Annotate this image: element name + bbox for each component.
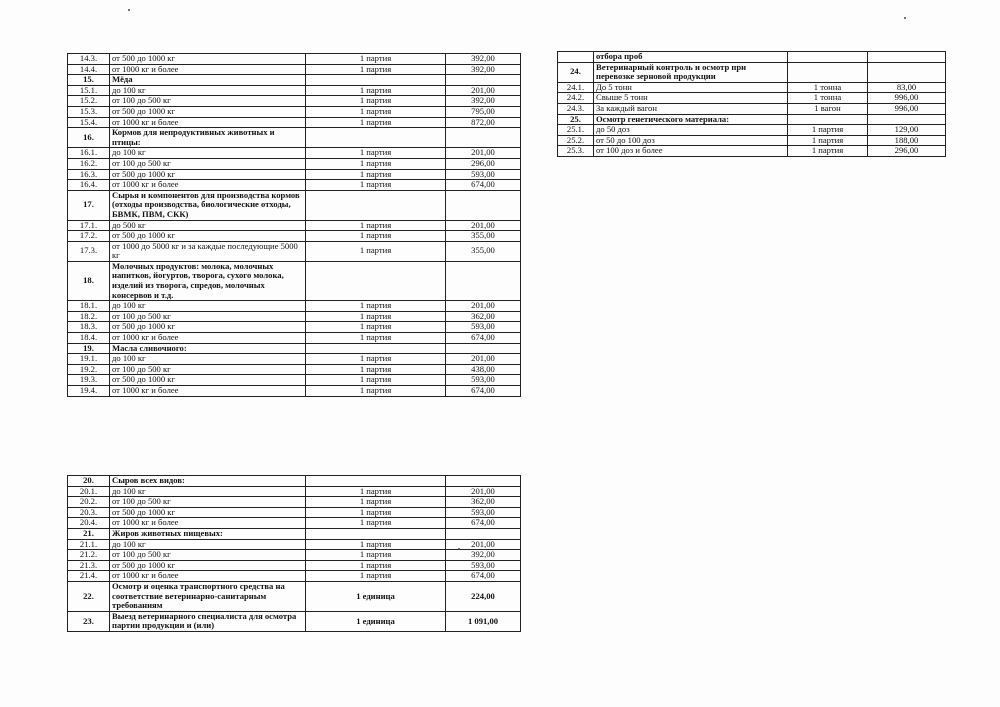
table-row	[68, 148, 521, 159]
table-row	[558, 135, 946, 146]
row-number: 14.4.	[68, 64, 110, 75]
section-row	[68, 128, 521, 148]
row-unit: 1 партия	[788, 146, 868, 157]
row-price: 674,00	[446, 180, 521, 191]
section-title: Сырья и компонентов для производства кормов (отходы производства, биологические отходы, БВМК, ПВМ, СКК)	[110, 190, 306, 220]
section-row	[68, 611, 521, 631]
table-row	[558, 146, 946, 157]
table-row	[68, 322, 521, 333]
row-description: до 100 кг	[110, 539, 306, 550]
row-description: от 500 до 1000 кг	[110, 106, 306, 117]
row-description: от 500 до 1000 кг	[110, 560, 306, 571]
row-price: 1 091,00	[446, 611, 521, 631]
row-price: 872,00	[446, 117, 521, 128]
row-description: до 50 доз	[594, 125, 788, 136]
row-price: 593,00	[446, 560, 521, 571]
price-table-right	[557, 51, 946, 157]
row-number: 17.3.	[68, 241, 110, 261]
row-number: 21.1.	[68, 539, 110, 550]
section-row	[68, 476, 521, 487]
row-unit: 1 партия	[306, 497, 446, 508]
row-description: от 1000 до 5000 кг и за каждые последующие 5000 кг	[110, 241, 306, 261]
section-title: Молочных продуктов: молока, молочных напитков, йогуртов, творога, сухого молока, изделий из творога, спредов, молочных консервов и т.д.	[110, 261, 306, 300]
table-row	[68, 301, 521, 312]
row-description: до 100 кг	[110, 354, 306, 365]
row-unit: 1 партия	[306, 364, 446, 375]
row-price	[446, 261, 521, 300]
row-description: от 100 до 500 кг	[110, 550, 306, 561]
row-number: 19.4.	[68, 386, 110, 397]
row-price: 674,00	[446, 518, 521, 529]
row-unit	[788, 114, 868, 125]
row-price	[868, 52, 946, 63]
row-price	[446, 75, 521, 86]
row-unit: 1 партия	[306, 354, 446, 365]
row-price: 674,00	[446, 333, 521, 344]
row-unit: 1 партия	[306, 85, 446, 96]
row-price: 201,00	[446, 85, 521, 96]
row-number: 24.1.	[558, 82, 594, 93]
row-description: от 500 до 1000 кг	[110, 375, 306, 386]
row-number: 24.2.	[558, 93, 594, 104]
row-unit: 1 партия	[306, 231, 446, 242]
row-description: от 100 до 500 кг	[110, 311, 306, 322]
table-body	[68, 476, 521, 632]
row-number: 16.3.	[68, 169, 110, 180]
row-number: 25.1.	[558, 125, 594, 136]
table-row	[68, 560, 521, 571]
table-row	[68, 54, 521, 65]
table-row	[68, 158, 521, 169]
row-number: 15.2.	[68, 96, 110, 107]
table-row	[68, 571, 521, 582]
row-description: до 100 кг	[110, 148, 306, 159]
section-row	[558, 114, 946, 125]
row-unit: 1 партия	[306, 539, 446, 550]
row-unit: 1 партия	[306, 158, 446, 169]
section-title: Жиров животных пищевых:	[110, 528, 306, 539]
row-price: 593,00	[446, 322, 521, 333]
row-unit: 1 партия	[306, 560, 446, 571]
section-number: 15.	[68, 75, 110, 86]
row-number: 20.4.	[68, 518, 110, 529]
row-price: 438,00	[446, 364, 521, 375]
table-row	[68, 539, 521, 550]
row-number: 15.1.	[68, 85, 110, 96]
row-description: от 500 до 1000 кг	[110, 322, 306, 333]
row-number: 18.2.	[68, 311, 110, 322]
row-description: до 100 кг	[110, 301, 306, 312]
row-price: 201,00	[446, 148, 521, 159]
row-description: от 1000 кг и более	[110, 333, 306, 344]
section-title: Выезд ветеринарного специалиста для осмотра партии продукции и (или)	[110, 611, 306, 631]
row-unit: 1 единица	[306, 611, 446, 631]
row-price: 224,00	[446, 581, 521, 611]
row-unit	[306, 476, 446, 487]
row-unit: 1 единица	[306, 581, 446, 611]
table-row	[68, 518, 521, 529]
row-unit: 1 партия	[306, 550, 446, 561]
section-number: 24.	[558, 62, 594, 82]
row-unit: 1 партия	[306, 311, 446, 322]
row-number: 16.1.	[68, 148, 110, 159]
row-unit: 1 партия	[306, 518, 446, 529]
row-unit: 1 партия	[306, 333, 446, 344]
row-price: 392,00	[446, 54, 521, 65]
row-price: 593,00	[446, 375, 521, 386]
price-table-left-bottom	[67, 475, 521, 632]
section-number: 22.	[68, 581, 110, 611]
row-description: от 1000 кг и более	[110, 64, 306, 75]
table-row	[68, 106, 521, 117]
row-description: от 100 до 500 кг	[110, 497, 306, 508]
scan-speck	[904, 17, 906, 19]
row-description: от 100 доз и более	[594, 146, 788, 157]
row-price: 188,00	[868, 135, 946, 146]
table-row	[68, 231, 521, 242]
row-unit: 1 партия	[306, 220, 446, 231]
row-unit: 1 партия	[306, 64, 446, 75]
row-number: 18.3.	[68, 322, 110, 333]
section-row	[68, 528, 521, 539]
table-row	[68, 117, 521, 128]
row-description: от 500 до 1000 кг	[110, 169, 306, 180]
row-description: до 100 кг	[110, 486, 306, 497]
row-price: 201,00	[446, 301, 521, 312]
row-description: от 1000 кг и более	[110, 518, 306, 529]
row-number: 21.2.	[68, 550, 110, 561]
row-number: 19.1.	[68, 354, 110, 365]
row-description: от 100 до 500 кг	[110, 96, 306, 107]
row-price: 674,00	[446, 571, 521, 582]
table-row	[68, 386, 521, 397]
section-number: 18.	[68, 261, 110, 300]
row-description: За каждый вагон	[594, 103, 788, 114]
row-number: 25.3.	[558, 146, 594, 157]
row-description: до 100 кг	[110, 85, 306, 96]
table-row	[68, 333, 521, 344]
row-number: 19.3.	[68, 375, 110, 386]
section-row	[68, 190, 521, 220]
row-unit	[306, 261, 446, 300]
row-number: 16.2.	[68, 158, 110, 169]
section-row	[68, 261, 521, 300]
row-price	[446, 343, 521, 354]
row-unit: 1 партия	[306, 375, 446, 386]
row-price: 996,00	[868, 93, 946, 104]
table-row	[68, 364, 521, 375]
row-number: 24.3.	[558, 103, 594, 114]
section-number: 16.	[68, 128, 110, 148]
section-number: 25.	[558, 114, 594, 125]
row-unit	[306, 343, 446, 354]
row-price: 355,00	[446, 241, 521, 261]
table-row	[68, 497, 521, 508]
section-title: Масла сливочного:	[110, 343, 306, 354]
table-row	[68, 96, 521, 107]
row-price: 296,00	[446, 158, 521, 169]
table-row	[68, 507, 521, 518]
row-number: 14.3.	[68, 54, 110, 65]
row-price: 201,00	[446, 539, 521, 550]
row-price: 355,00	[446, 231, 521, 242]
row-number: 17.1.	[68, 220, 110, 231]
section-title: Мёда	[110, 75, 306, 86]
row-description: от 100 до 500 кг	[110, 158, 306, 169]
row-number: 18.1.	[68, 301, 110, 312]
row-unit: 1 партия	[306, 96, 446, 107]
row-price: 83,00	[868, 82, 946, 93]
row-unit	[306, 75, 446, 86]
row-number: 20.3.	[68, 507, 110, 518]
section-title: Осмотр и оценка транспортного средства на соответствие ветеринарно-санитарным требованиям	[110, 581, 306, 611]
row-number: 25.2.	[558, 135, 594, 146]
section-title: Кормов для непродуктивных животных и птицы:	[110, 128, 306, 148]
table-row	[68, 169, 521, 180]
row-unit: 1 партия	[306, 301, 446, 312]
row-description: от 100 до 500 кг	[110, 364, 306, 375]
row-description: от 50 до 100 доз	[594, 135, 788, 146]
table-body	[558, 52, 946, 157]
table-row	[68, 375, 521, 386]
row-description: от 1000 кг и более	[110, 117, 306, 128]
table-row	[68, 180, 521, 191]
row-unit: 1 партия	[306, 169, 446, 180]
section-number: 20.	[68, 476, 110, 487]
row-unit: 1 тонна	[788, 82, 868, 93]
row-unit	[788, 52, 868, 63]
row-unit: 1 вагон	[788, 103, 868, 114]
row-description: от 500 до 1000 кг	[110, 54, 306, 65]
row-unit	[788, 62, 868, 82]
section-number: 17.	[68, 190, 110, 220]
row-price: 296,00	[868, 146, 946, 157]
row-unit: 1 партия	[306, 148, 446, 159]
section-title: Осмотр генетического материала:	[594, 114, 788, 125]
row-number: 21.3.	[68, 560, 110, 571]
table-row	[68, 311, 521, 322]
row-price: 996,00	[868, 103, 946, 114]
table-row	[68, 354, 521, 365]
price-table-left-top	[67, 53, 521, 397]
section-row	[558, 62, 946, 82]
row-unit: 1 партия	[306, 241, 446, 261]
row-unit	[306, 128, 446, 148]
row-description: до 500 кг	[110, 220, 306, 231]
row-price: 392,00	[446, 64, 521, 75]
row-unit: 1 тонна	[788, 93, 868, 104]
row-price	[446, 476, 521, 487]
row-price	[868, 114, 946, 125]
row-number: 18.4.	[68, 333, 110, 344]
row-unit: 1 партия	[306, 117, 446, 128]
row-description: Свыше 5 тонн	[594, 93, 788, 104]
row-price: 362,00	[446, 311, 521, 322]
section-row	[68, 75, 521, 86]
row-unit: 1 партия	[788, 125, 868, 136]
row-number: 16.4.	[68, 180, 110, 191]
table-row	[558, 82, 946, 93]
row-unit: 1 партия	[306, 106, 446, 117]
row-description: До 5 тонн	[594, 82, 788, 93]
row-unit: 1 партия	[306, 486, 446, 497]
row-unit: 1 партия	[306, 54, 446, 65]
row-unit: 1 партия	[788, 135, 868, 146]
row-unit	[306, 528, 446, 539]
section-number: 19.	[68, 343, 110, 354]
row-price	[868, 62, 946, 82]
section-row	[558, 52, 946, 63]
section-title: Ветеринарный контроль и осмотр при перевозке зерновой продукции	[594, 62, 788, 82]
row-unit	[306, 190, 446, 220]
scan-speck	[458, 548, 460, 550]
table-row	[68, 241, 521, 261]
row-price: 795,00	[446, 106, 521, 117]
row-description: от 1000 кг и более	[110, 386, 306, 397]
section-title: отбора проб	[594, 52, 788, 63]
section-number: 21.	[68, 528, 110, 539]
row-price	[446, 128, 521, 148]
row-price	[446, 528, 521, 539]
row-number: 19.2.	[68, 364, 110, 375]
table-row	[68, 550, 521, 561]
table-row	[68, 85, 521, 96]
row-number: 21.4.	[68, 571, 110, 582]
row-unit: 1 партия	[306, 180, 446, 191]
row-number: 15.3.	[68, 106, 110, 117]
row-price	[446, 190, 521, 220]
table-row	[68, 64, 521, 75]
section-number: 23.	[68, 611, 110, 631]
row-description: от 1000 кг и более	[110, 571, 306, 582]
table-row	[558, 93, 946, 104]
section-row	[68, 581, 521, 611]
row-unit: 1 партия	[306, 571, 446, 582]
section-title: Сыров всех видов:	[110, 476, 306, 487]
row-price: 593,00	[446, 507, 521, 518]
row-price: 392,00	[446, 550, 521, 561]
row-price: 674,00	[446, 386, 521, 397]
row-price: 201,00	[446, 486, 521, 497]
row-price: 129,00	[868, 125, 946, 136]
table-row	[558, 125, 946, 136]
row-price: 362,00	[446, 497, 521, 508]
row-description: от 500 до 1000 кг	[110, 231, 306, 242]
row-unit: 1 партия	[306, 507, 446, 518]
row-description: от 1000 кг и более	[110, 180, 306, 191]
section-row	[68, 343, 521, 354]
scan-speck	[128, 9, 130, 11]
table-body	[68, 54, 521, 397]
row-price: 392,00	[446, 96, 521, 107]
row-number: 17.2.	[68, 231, 110, 242]
row-number: 20.2.	[68, 497, 110, 508]
row-unit: 1 партия	[306, 322, 446, 333]
row-price: 201,00	[446, 220, 521, 231]
row-price: 593,00	[446, 169, 521, 180]
table-row	[68, 486, 521, 497]
row-price: 201,00	[446, 354, 521, 365]
table-row	[68, 220, 521, 231]
row-description: от 500 до 1000 кг	[110, 507, 306, 518]
row-number: 20.1.	[68, 486, 110, 497]
row-unit: 1 партия	[306, 386, 446, 397]
table-row	[558, 103, 946, 114]
section-number	[558, 52, 594, 63]
row-number: 15.4.	[68, 117, 110, 128]
